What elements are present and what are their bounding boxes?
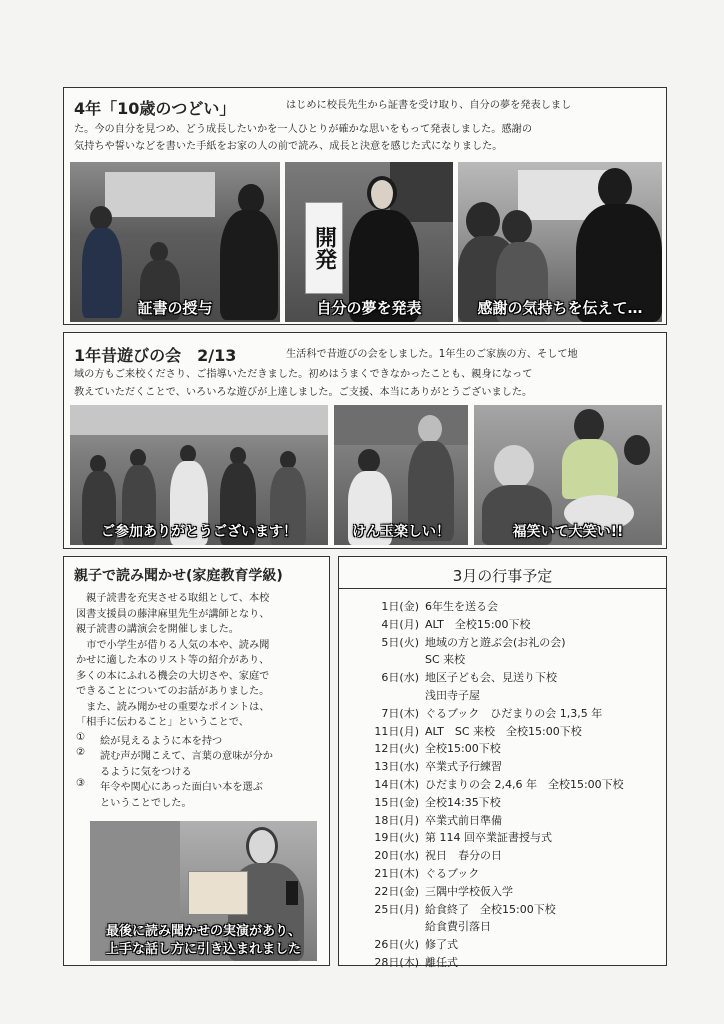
photo-dream-presentation <box>285 162 453 322</box>
section-title: 1年昔遊びの会 2/13 <box>74 346 237 365</box>
schedule-date: 15日(金) <box>374 795 419 809</box>
section-text-line: 域の方もご来校くださり、ご指導いただきました。初めはうまくできなかったことも、親身になって <box>74 369 533 380</box>
schedule-row <box>357 883 513 899</box>
schedule-row <box>357 829 552 845</box>
photo-caption: 最後に読み聞かせの実演があり、 <box>105 924 301 939</box>
schedule-event: 地区子ども会、見送り下校 <box>425 671 557 685</box>
photo-caption: 証書の授与 <box>137 299 213 317</box>
schedule-panel <box>338 556 667 969</box>
schedule-event-continued: SC 来校 <box>425 653 466 667</box>
schedule-date: 22日(金) <box>374 884 419 898</box>
schedule-date: 18日(月) <box>374 813 419 827</box>
schedule-event-continued: 浅田寺子屋 <box>425 689 480 702</box>
schedule-date: 25日(月) <box>374 902 419 916</box>
schedule-event: ALT 全校15:00下校 <box>425 617 531 631</box>
photo-participants <box>70 405 328 545</box>
section-mukashi-asobi-panel <box>63 332 667 549</box>
point-text: 年令や関心にあった面白い本を選ぶ <box>100 782 263 793</box>
photo-caption: ご参加ありがとうございます！ <box>101 524 297 540</box>
schedule-event: 修了式 <box>425 938 458 952</box>
section-text-line: はじめに校長先生から証書を受け取り、自分の夢を発表しまし <box>286 100 572 111</box>
paragraph-line: 親子読書を充実させる取組として、本校 <box>76 593 270 604</box>
photo-certificate <box>70 162 280 322</box>
paragraph-line: できることについてのお話がありました。 <box>76 686 270 697</box>
point-text: 読む声が聞こえて、言葉の意味が分か <box>100 751 273 762</box>
photo-caption: 感謝の気持ちを伝えて… <box>477 299 643 317</box>
point-text: るように気をつける <box>100 766 192 778</box>
schedule-date: 5日(火) <box>381 635 419 649</box>
schedule-row <box>357 794 501 810</box>
schedule-row <box>357 812 502 828</box>
schedule-row <box>357 634 566 650</box>
paragraph-line: 多くの本にふれる機会の大切さや、家庭で <box>76 670 270 682</box>
schedule-event: 給食終了 全校15:00下校 <box>425 902 556 916</box>
schedule-date: 4日(月) <box>381 617 419 631</box>
point-marker: ② <box>76 747 86 758</box>
schedule-date: 13日(水) <box>374 760 419 774</box>
schedule-event: 全校15:00下校 <box>425 742 501 756</box>
schedule-date: 12日(火) <box>374 742 419 756</box>
schedule-row <box>357 954 458 970</box>
photo-caption: 福笑いて大笑い!! <box>512 524 624 540</box>
schedule-event: 地域の方と遊ぶ会(お礼の会) <box>425 635 566 649</box>
schedule-row <box>357 865 479 881</box>
schedule-event: 卒業式予行練習 <box>425 760 502 774</box>
schedule-event: ぐるブック <box>425 867 480 880</box>
schedule-date: 7日(木) <box>381 706 419 720</box>
section-text-line: 生活科で昔遊びの会をしました。1年生のご家族の方、そして地 <box>286 349 578 360</box>
paragraph-line: また、読み聞かせの重要なポイントは、 <box>76 701 270 713</box>
schedule-row <box>357 758 502 774</box>
schedule-row <box>357 669 557 685</box>
schedule-event: 第 114 回卒業証書授与式 <box>425 831 552 845</box>
schedule-date: 6日(水) <box>381 671 419 685</box>
schedule-row <box>357 598 498 614</box>
schedule-event: 卒業式前日準備 <box>425 813 502 827</box>
schedule-date: 20日(水) <box>374 849 419 863</box>
photo-caption: 自分の夢を発表 <box>316 299 422 317</box>
schedule-date: 1日(金) <box>381 600 419 613</box>
section-text-line: 気持ちや誓いなどを書いた手紙をお家の人の前で読み、成長と決意を感じた式になりました。 <box>74 141 503 152</box>
schedule-event: ひだまりの会 2,4,6 年 全校15:00下校 <box>425 778 624 791</box>
section-text-line: た。今の自分を見つめ、どう成長したいかを一人ひとりが確かな思いをもって発表しました。感謝の <box>74 124 533 135</box>
section-title: 4年「10歳のつどい」 <box>74 99 236 118</box>
section-text-line: 教えていただくことで、いろいろな遊びが上達しました。ご支援、本当にありがとうございました。 <box>74 387 533 398</box>
photo-caption: 上手な話し方に引き込まれました <box>105 942 301 957</box>
point-marker: ① <box>76 731 86 743</box>
photo-kendama <box>334 405 468 545</box>
paragraph-line: 市で小学生が借りる人気の本や、読み聞 <box>76 639 270 651</box>
schedule-event: 6年生を送る会 <box>425 600 498 613</box>
schedule-date: 14日(木) <box>374 778 419 791</box>
schedule-event: 祝日 春分の日 <box>425 849 502 863</box>
paragraph-line: 図書支援員の藤津麻里先生が講師となり、 <box>76 608 270 620</box>
point-text: ということでした。 <box>100 797 192 809</box>
photo-caption: けん玉楽しい！ <box>352 524 450 540</box>
schedule-date: 11日(月) <box>374 724 419 738</box>
point-marker: ③ <box>76 778 86 789</box>
schedule-event: ぐるブック ひだまりの会 1,3,5 年 <box>425 706 603 720</box>
point-text: 絵が見えるように本を持つ <box>100 735 223 747</box>
schedule-row <box>357 723 582 739</box>
section-10sai-panel <box>63 87 667 325</box>
schedule-date: 26日(火) <box>374 938 419 952</box>
schedule-row <box>357 776 624 792</box>
paragraph-line: かせに適した本のリスト等の紹介があり、 <box>76 655 270 666</box>
schedule-date: 21日(木) <box>374 867 419 880</box>
schedule-row <box>357 847 502 863</box>
schedule-row <box>357 616 531 632</box>
section-yomikikase-panel <box>63 556 330 966</box>
dream-sign-text: 開発 <box>311 226 337 270</box>
schedule-row <box>357 705 602 721</box>
dream-sign <box>305 202 343 294</box>
paragraph-line: 「相手に伝わること」ということで、 <box>76 717 249 728</box>
schedule-row <box>357 901 556 917</box>
schedule-row <box>357 936 458 952</box>
section-title: 親子で読み聞かせ(家庭教育学級) <box>74 568 283 584</box>
schedule-event: 三隅中学校仮入学 <box>425 884 513 898</box>
photo-thanks-letter <box>458 162 662 322</box>
schedule-event: 離任式 <box>425 956 458 969</box>
schedule-event: ALT SC 来校 全校15:00下校 <box>425 724 582 738</box>
schedule-event-continued: 給食費引落日 <box>425 920 491 934</box>
schedule-date: 19日(火) <box>374 831 419 845</box>
photo-reading-demo <box>90 821 317 961</box>
schedule-event: 全校14:35下校 <box>425 795 501 809</box>
photo-fukuwarai <box>474 405 662 545</box>
schedule-date: 28日(木) <box>374 956 419 969</box>
paragraph-line: 親子読書の講演会を開催しました。 <box>76 624 239 635</box>
schedule-title: 3月の行事予定 <box>452 567 553 585</box>
schedule-row <box>357 740 501 756</box>
